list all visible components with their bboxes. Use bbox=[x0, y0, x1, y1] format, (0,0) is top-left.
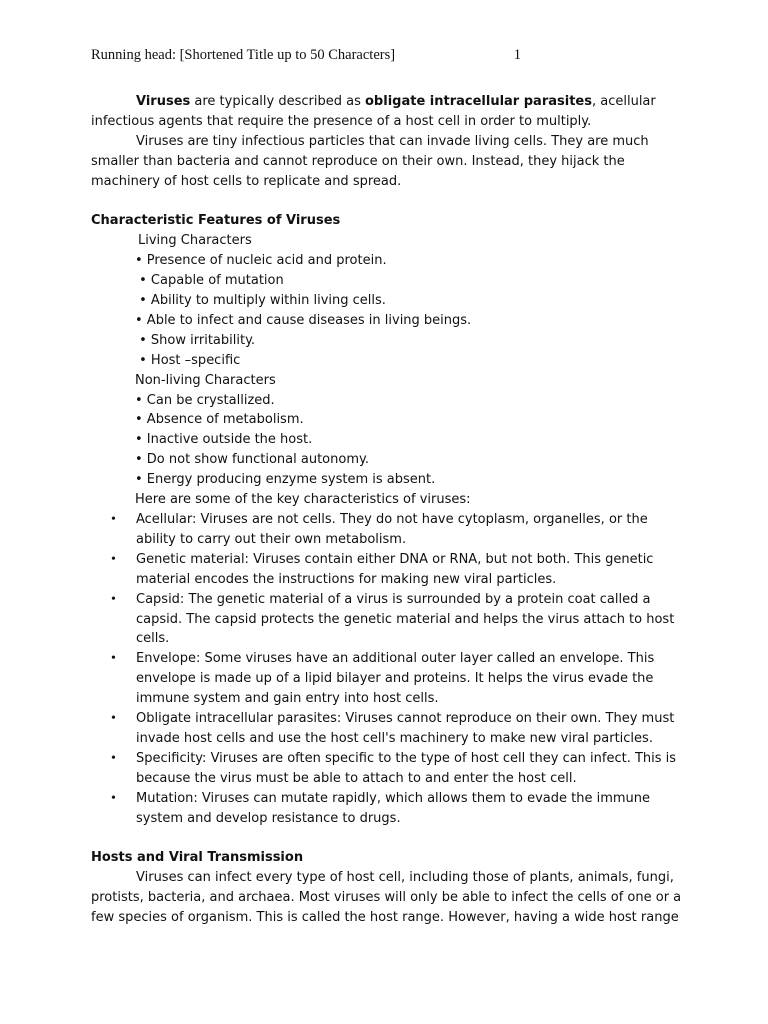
nonliving-item: • Do not show functional autonomy. bbox=[135, 452, 369, 468]
nonliving-characters-title: Non-living Characters bbox=[135, 372, 276, 388]
hosts-paragraph: Viruses can infect every type of host cell, including those of plants, animals, fungi, protists, bacteria, and archaea. Most viruses will only be able to infect the cells of one or a few species of organism. This is called the host range. However, having a wide host range bbox=[91, 870, 682, 926]
running-head bbox=[91, 47, 521, 64]
viruses-term: Viruses bbox=[136, 94, 191, 109]
living-characters-title: Living Characters bbox=[138, 233, 252, 249]
hosts-heading: Hosts and Viral Transmission bbox=[91, 850, 304, 866]
living-item: • Capable of mutation bbox=[135, 273, 284, 289]
nonliving-item: • Energy producing enzyme system is absent. bbox=[135, 472, 436, 488]
nonliving-item: • Can be crystallized. bbox=[135, 392, 275, 408]
list-item: • Capsid: The genetic material of a virus is surrounded by a protein coat called a capsid. The capsid protects the genetic material and helps the virus attach to host cells. bbox=[91, 590, 691, 650]
living-item: • Able to infect and cause diseases in living beings. bbox=[135, 312, 472, 328]
nonliving-item: • Absence of metabolism. bbox=[135, 412, 304, 428]
key-characteristics-intro: Here are some of the key characteristics of viruses: bbox=[135, 492, 471, 508]
characteristics-heading: Characteristic Features of Viruses bbox=[91, 213, 341, 229]
intro-paragraph-1 bbox=[91, 92, 691, 132]
list-item: • Envelope: Some viruses have an additional outer layer called an envelope. This envelope is made up of a lipid bilayer and proteins. It helps the virus evade the immune system and gain entry into host cells. bbox=[91, 649, 691, 709]
list-item: • Mutation: Viruses can mutate rapidly, which allows them to evade the immune system and develop resistance to drugs. bbox=[91, 789, 691, 829]
list-item: • Specificity: Viruses are often specific to the type of host cell they can infect. This is because the virus must be able to attach to and enter the host cell. bbox=[91, 749, 691, 789]
list-item: • Genetic material: Viruses contain either DNA or RNA, but not both. This genetic material encodes the instructions for making new viral particles. bbox=[91, 550, 691, 590]
living-item: • Host –specific bbox=[135, 352, 241, 368]
living-item: • Ability to multiply within living cells. bbox=[135, 293, 386, 309]
list-item: • Obligate intracellular parasites: Viruses cannot reproduce on their own. They must invade host cells and use the host cell's machinery to make new viral particles. bbox=[91, 709, 691, 749]
intro-paragraph-2: Viruses are tiny infectious particles that can invade living cells. They are much smaller than bacteria and cannot reproduce on their own. Instead, they hijack the machinery of host cells to replicate and spread. bbox=[91, 133, 649, 189]
living-item: • Presence of nucleic acid and protein. bbox=[135, 253, 387, 269]
living-item: • Show irritability. bbox=[135, 332, 256, 348]
list-item: • Acellular: Viruses are not cells. They do not have cytoplasm, organelles, or the ability to carry out their own metabolism. bbox=[91, 510, 691, 550]
intro-text-1: are typically described as bbox=[190, 94, 365, 109]
nonliving-item: • Inactive outside the host. bbox=[135, 432, 313, 448]
page-number: 1 bbox=[513, 47, 521, 63]
obligate-parasites-term: obligate intracellular parasites bbox=[365, 94, 592, 109]
running-head-title: Running head: [Shortened Title up to 50 Characters] bbox=[91, 47, 396, 63]
document-body bbox=[91, 92, 691, 928]
intro-text-2: , acellular infectious agents that require the presence of a host cell in order to multiply. bbox=[91, 94, 656, 129]
key-characteristics-list bbox=[91, 510, 691, 829]
